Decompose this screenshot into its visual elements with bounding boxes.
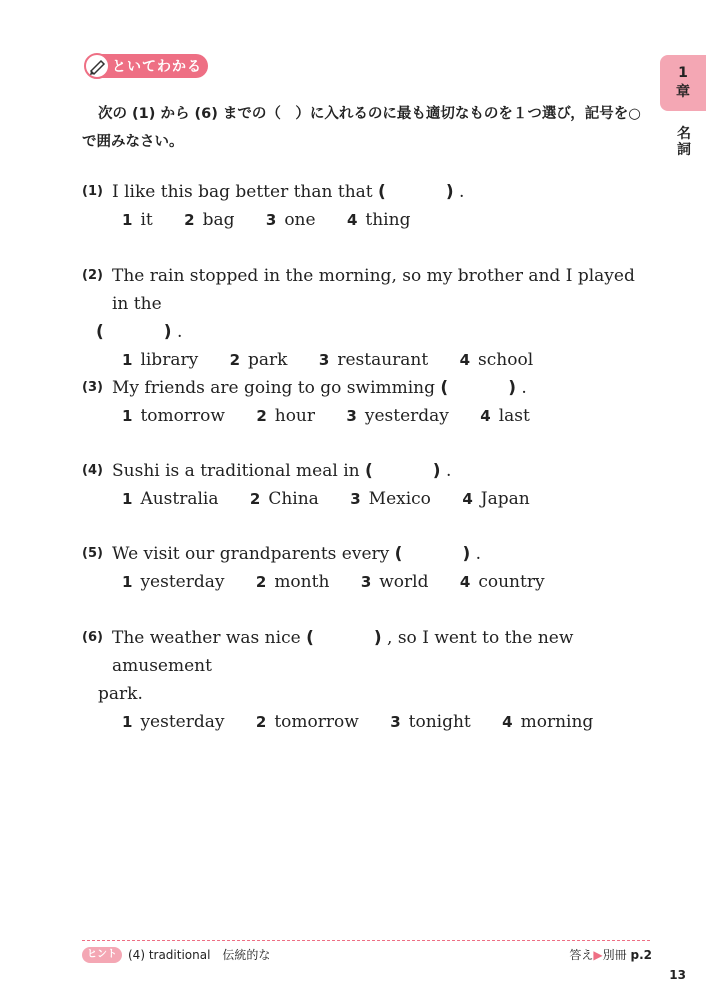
option-2[interactable]: 2 park <box>229 350 288 370</box>
answer-blank[interactable]: ( ) <box>394 544 471 564</box>
question-stem: (1) I like this bag better than that ( ) . <box>82 178 652 206</box>
pencil-icon <box>84 52 110 80</box>
answer-label: 答え <box>569 948 594 962</box>
question-3 <box>82 374 652 430</box>
page-number: 13 <box>669 968 686 982</box>
option-2[interactable]: 2 hour <box>256 406 316 426</box>
options <box>82 206 652 234</box>
question-number: (4) <box>82 463 103 478</box>
options <box>82 708 652 736</box>
option-1[interactable]: 1 yesterday <box>122 712 225 732</box>
question-5 <box>82 540 652 596</box>
question-stem: (4) Sushi is a traditional meal in ( ) . <box>82 457 652 485</box>
question-stem-line2: park. <box>98 684 143 704</box>
option-3[interactable]: 3 world <box>360 572 429 592</box>
answer-blank[interactable]: ( ) <box>378 182 454 202</box>
option-1[interactable]: 1 yesterday <box>122 572 225 592</box>
option-2[interactable]: 2 China <box>249 489 319 509</box>
answer-reference <box>569 946 652 963</box>
option-3[interactable]: 3 yesterday <box>346 406 449 426</box>
question-number: (6) <box>82 630 103 645</box>
answer-blank[interactable]: ( ) <box>96 322 172 342</box>
option-2[interactable]: 2 bag <box>184 210 235 230</box>
question-1 <box>82 178 652 234</box>
option-3[interactable]: 3 one <box>265 210 316 230</box>
option-4[interactable]: 4 school <box>459 350 534 370</box>
option-4[interactable]: 4 country <box>459 572 545 592</box>
question-stem: (5) We visit our grandparents every ( ) . <box>82 540 652 568</box>
option-3[interactable]: 3 Mexico <box>350 489 431 509</box>
option-1[interactable]: 1 Australia <box>122 489 219 509</box>
option-1[interactable]: 1 library <box>122 350 199 370</box>
answer-blank[interactable]: ( ) <box>365 461 441 481</box>
question-4 <box>82 457 652 513</box>
question-number: (2) <box>82 268 103 283</box>
chapter-tab <box>660 55 706 111</box>
question-6 <box>82 624 652 736</box>
options <box>82 346 652 374</box>
answer-book: 別冊 <box>602 948 627 962</box>
answer-blank[interactable]: ( ) <box>440 378 516 398</box>
option-2[interactable]: 2 month <box>255 572 330 592</box>
question-stem-line2: ( ) . <box>96 322 183 342</box>
options <box>82 568 652 596</box>
question-stem: (2) The rain stopped in the morning, so my brother and I played in the <box>82 262 652 318</box>
option-1[interactable]: 1 it <box>122 210 153 230</box>
option-3[interactable]: 3 tonight <box>390 712 471 732</box>
section-badge <box>84 52 208 80</box>
option-4[interactable]: 4 Japan <box>462 489 530 509</box>
option-1[interactable]: 1 tomorrow <box>122 406 225 426</box>
section-label: といてわかる <box>112 59 202 75</box>
option-4[interactable]: 4 thing <box>346 210 411 230</box>
footer-divider <box>82 940 650 941</box>
options <box>82 402 652 430</box>
chapter-number: 1 <box>678 65 688 81</box>
options <box>82 485 652 513</box>
answer-blank[interactable]: ( ) <box>306 628 382 648</box>
question-number: (5) <box>82 546 103 561</box>
question-number: (3) <box>82 380 103 395</box>
question-2 <box>82 262 652 374</box>
answer-page: p.2 <box>630 948 652 962</box>
question-stem: (3) My friends are going to go swimming ( ) . <box>82 374 652 402</box>
hint-text: (4) traditional 伝統的な <box>128 948 271 962</box>
hint-badge: ヒント <box>82 947 122 963</box>
chapter-kanji: 章 <box>676 84 690 100</box>
question-number: (1) <box>82 184 103 199</box>
option-4[interactable]: 4 morning <box>502 712 594 732</box>
option-2[interactable]: 2 tomorrow <box>255 712 359 732</box>
instruction: 次の (1) から (6) までの（ ）に入れるのに最も適切なものを１つ選び，記号を○で囲みなさい。 <box>82 106 641 150</box>
arrow-right-icon: ▶ <box>593 948 603 962</box>
question-stem: (6) The weather was nice ( ) , so I went to the new amusement <box>82 624 652 680</box>
chapter-name: 名詞 <box>677 126 691 158</box>
option-4[interactable]: 4 last <box>480 406 530 426</box>
option-3[interactable]: 3 restaurant <box>318 350 429 370</box>
